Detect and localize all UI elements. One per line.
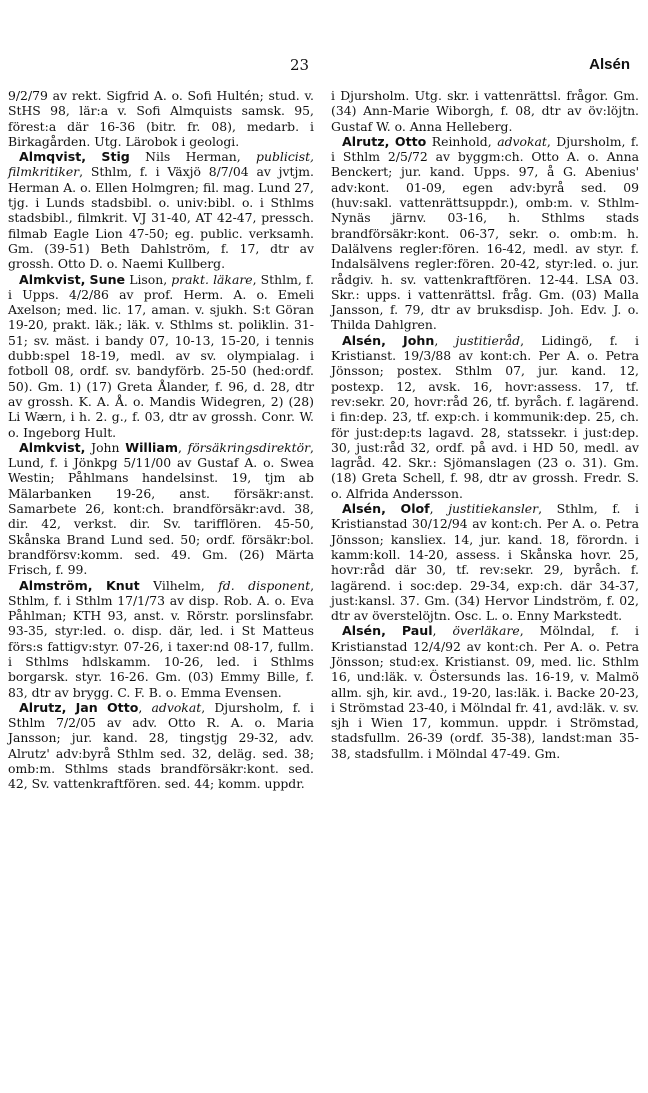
entry-title: justitieråd [455, 332, 521, 348]
entry-surname: Alrutz, [19, 699, 67, 715]
entry [8, 700, 314, 792]
entry-title: prakt. läkare [171, 271, 253, 287]
entry-text: , Djursholm, f. i Sthlm 7/2/05 av adv. Otto R. A. o. Maria Jansson; jur. kand. 28, tingstjg 29-32, adv. Alrutz' adv:byrå Sthlm sed. 32, deläg. sed. 38; omb:m. Sthlms stads brandförsäkr:kont. sed. 42, Sv. vattenkraftfören. sed. 44; komm. uppdr. [8, 699, 314, 792]
entry [8, 272, 314, 440]
entry-text: , Sthlm, f. i Upps. 4/2/86 av prof. Herm. A. o. Emeli Axelson; med. lic. 17, aman. v. sjukh. S:t Göran 19-20, prakt. läk.; läk. v. Sthlms st. poliklin. 31-51; sv. mäst. i bandy 07, 10-13, 15-20, i tennis dubb:spel 18-19, medl. av sv. olympialag. i fotboll 08, ordf. sv. bandyförb. 25-50 (hed:ordf. 50). Gm. 1) (17) Greta Ålander, f. 96, d. 28, dtr av grossh. K. A. Å. o. Mandis Widegren, 2) (28) Li Wærn, i h. 2. g., f. 03, dtr av grossh. Conr. W. o. Ingeborg Hult. [8, 271, 314, 440]
entry-title: försäkringsdirektör [187, 439, 311, 455]
entry-given-names: Lison, [125, 271, 172, 287]
left-column [8, 88, 314, 792]
entry-text: , Sthlm, f. i Växjö 8/7/04 av jvtjm. Herman A. o. Ellen Holmgren; fil. mag. Lund 27, tjg. i Lunds stadsbibl. o. univ:bibl. o. i Sthlms stadsbibl., filmkrit. VJ 31-40, AT 42-47, pressch. filmab Eagle Lion 47-50; eg. public. verksamh. Gm. (39-51) Beth Dahlström, f. 17, dtr av grossh. Otto D. o. Naemi Kullberg. [8, 164, 314, 272]
entry-title: fd. disponent [218, 577, 311, 593]
entry-first-name: Olof [400, 501, 430, 517]
entry-surname: Almström, [19, 577, 93, 593]
entry-text: , Sthlm, f. i Sthlm 17/1/73 av disp. Rob. A. o. Eva Påhlman; KTH 93, anst. v. Rörstr. porslinsfabr. 93-35, styr:led. o. disp. där, led. i St Matteus förs:s fattigv:styr. 07-26, i taxer:nd 08-17, fullm. i Sthlms hdlskamm. 10-26, led. i Sthlms borgarsk. styr. 16-26. Gm. (03) Emmy Bille, f. 83, dtr av brygg. C. F. B. o. Emma Evensen. [8, 577, 315, 700]
entry-text: , Djursholm, f. i Sthlm 2/5/72 av byggm:ch. Otto A. o. Anna Benckert; jur. kand. Upps. 97, å G. Abenius' adv:kont. 01-09, egen adv:byrå sed. 09 (huv:sakl. vattenrättsuppdr.), omb:m. v. Sthlm-Nynäs järnv. 03-16, h. Sthlms stads brandförsäkr:kont. 06-37, sekr. o. omb:m. h. Dalälvens regler:fören. 16-42, medl. av styr. f. Indalsälvens regler:fören. 20-42, styr:led. o. jur. rådgiv. h. sv. vattenkraftfören. 12-44. LSA 03. Skr.: upps. i vattenrättsl. fråg. Gm. (03) Malla Jansson, f. 79, dtr av bruksdisp. Joh. Edv. J. o. Thilda Dahlgren. [331, 133, 639, 333]
entry-text: , Mölndal, f. i Kristianstad 12/4/92 av kont:ch. Per A. o. Petra Jönsson; stud:ex. Kristianst. 09, med. lic. Sthlm 16, und:läk. v. Östersunds las. 16-19, v. Malmö allm. sjh, kir. avd., 19-20, las:läk. i. Backe 20-23, i Strömstad 23-40, i Mölndal fr. 41, avd:läk. v. sv. sjh i Wien 17, kommun. uppdr. i Strömstad, stadsfullm. 26-39 (ordf. 35-38), landst:man 35-38, stadsfullm. i Mölndal 47-49. Gm. [331, 623, 639, 761]
entry-text: , Lund, f. i Jönkpg 5/11/00 av Gustaf A. o. Swea Westin; Påhlmans handelsinst. 19, tjm ab Mälarbanken 19-26, anst. försäkr:anst. Samarbete 26, kont:ch. brandförsäkr:avd. 38, dir. 42, verkst. dir. Sv. tarifflören. 45-50, Skånska Brand Lund sed. 50; ordf. försäkr:bol. brandförsv:komm. sed. 49. Gm. (26) Märta Frisch, f. 99. [8, 439, 314, 578]
entry-first-name: Stig [101, 149, 130, 165]
entry-given-names: , [432, 623, 453, 639]
page-number: 23 [290, 56, 310, 74]
entry-title: publicist, filmkritiker [8, 149, 314, 180]
entry-title: advokat [151, 699, 202, 715]
entry-given-names-end: , [138, 699, 152, 715]
entry-given-names-end: , [177, 439, 188, 455]
entry-surname: Alrutz, [342, 133, 390, 149]
entry-first-name: Paul [401, 623, 433, 639]
entry-given-names: , [434, 332, 456, 348]
entry [331, 501, 639, 623]
entry-surname: Alsén, [342, 501, 386, 517]
entry-given-names: Reinhold, [426, 133, 498, 149]
entry-bold-name: William [125, 439, 178, 455]
entry-continuation [331, 88, 639, 134]
entry-given-names: John [85, 439, 126, 455]
running-head: Alsén [589, 56, 630, 73]
entry [331, 333, 639, 501]
entry-surname: Almkvist, [19, 439, 86, 455]
page-header [0, 56, 648, 78]
entry-given-names: Nils Herman, [129, 149, 257, 165]
entry-text: , Sthlm, f. i Kristianstad 30/12/94 av kont:ch. Per A. o. Petra Jönsson; kansliex. 14, jur. kand. 18, förordn. i kamm:koll. 14-20, assess. i Skånska hovr. 25, hovr:råd där 30, tf. rev:sekr. 29, byråch. f. lagärend. i soc:dep. 29-34, exp:ch. där 34-37, just:kansl. 37. Gm. (34) Hervor Lindström, f. 02, dtr av överstelöjtn. Osc. L. o. Enny Markstedt. [331, 501, 639, 624]
entry [331, 134, 639, 333]
entry-continuation [8, 88, 314, 149]
entry [8, 149, 314, 271]
entry-surname: Almqvist, [19, 149, 87, 165]
entry [331, 623, 639, 761]
entry-first-name: Knut [105, 577, 140, 593]
entry-title: advokat [497, 133, 547, 149]
entry-surname: Almkvist, [19, 271, 86, 287]
entry [8, 578, 314, 700]
entry-surname: Alsén, [342, 623, 386, 639]
entry-first-name: Otto [394, 133, 427, 149]
entry-given-names: Vilhelm, [139, 577, 219, 593]
entry-title: överläkare [452, 623, 520, 639]
entry-given-names [98, 700, 107, 715]
right-column [331, 88, 639, 761]
entry-given-names: , [429, 501, 449, 517]
entry-title: justitiekansler [448, 501, 539, 517]
entry [8, 440, 314, 578]
entry-text: i Djursholm. Utg. skr. i vattenrättsl. frågor. Gm. (34) Ann-Marie Wiborgh, f. 08, dtr av öv:löjtn. Gustaf W. o. Anna Helleberg. [331, 88, 639, 134]
entry-first-name: Jan [75, 699, 98, 715]
entry-bold-name: Otto [106, 699, 139, 715]
entry-first-name: Sune [89, 271, 126, 287]
entry-first-name: John [403, 332, 435, 348]
entry-text: 9/2/79 av rekt. Sigfrid A. o. Sofi Hultén; stud. v. StHS 98, lär:a v. Sofi Almquists samsk. 95, förest:a där 16-36 (bitr. fr. 08), medarb. i Birkagården. Utg. Lärobok i geologi. [8, 88, 314, 149]
entry-text: , Lidingö, f. i Kristianst. 19/3/88 av kont:ch. Per A. o. Petra Jönsson; postex. Sthlm 07, jur. kand. 12, postexp. 12, avsk. 16, hovr:assess. 17, tf. rev:sekr. 20, hovr:råd 26, tf. byråch. f. lagärend. i fin:dep. 23, tf. exp:ch. i kommunik:dep. 25, ch. för just:dep:ts lagavd. 28, statssekr. i just:dep. 30, just:råd 32, ordf. på avd. i HD 50, medl. av lagråd. 42. Skr.: Sjömanslagen (23 o. 31). Gm. (18) Greta Schell, f. 98, dtr av grossh. Fredr. S. o. Alfrida Andersson. [331, 332, 639, 501]
entry-surname: Alsén, [342, 332, 386, 348]
